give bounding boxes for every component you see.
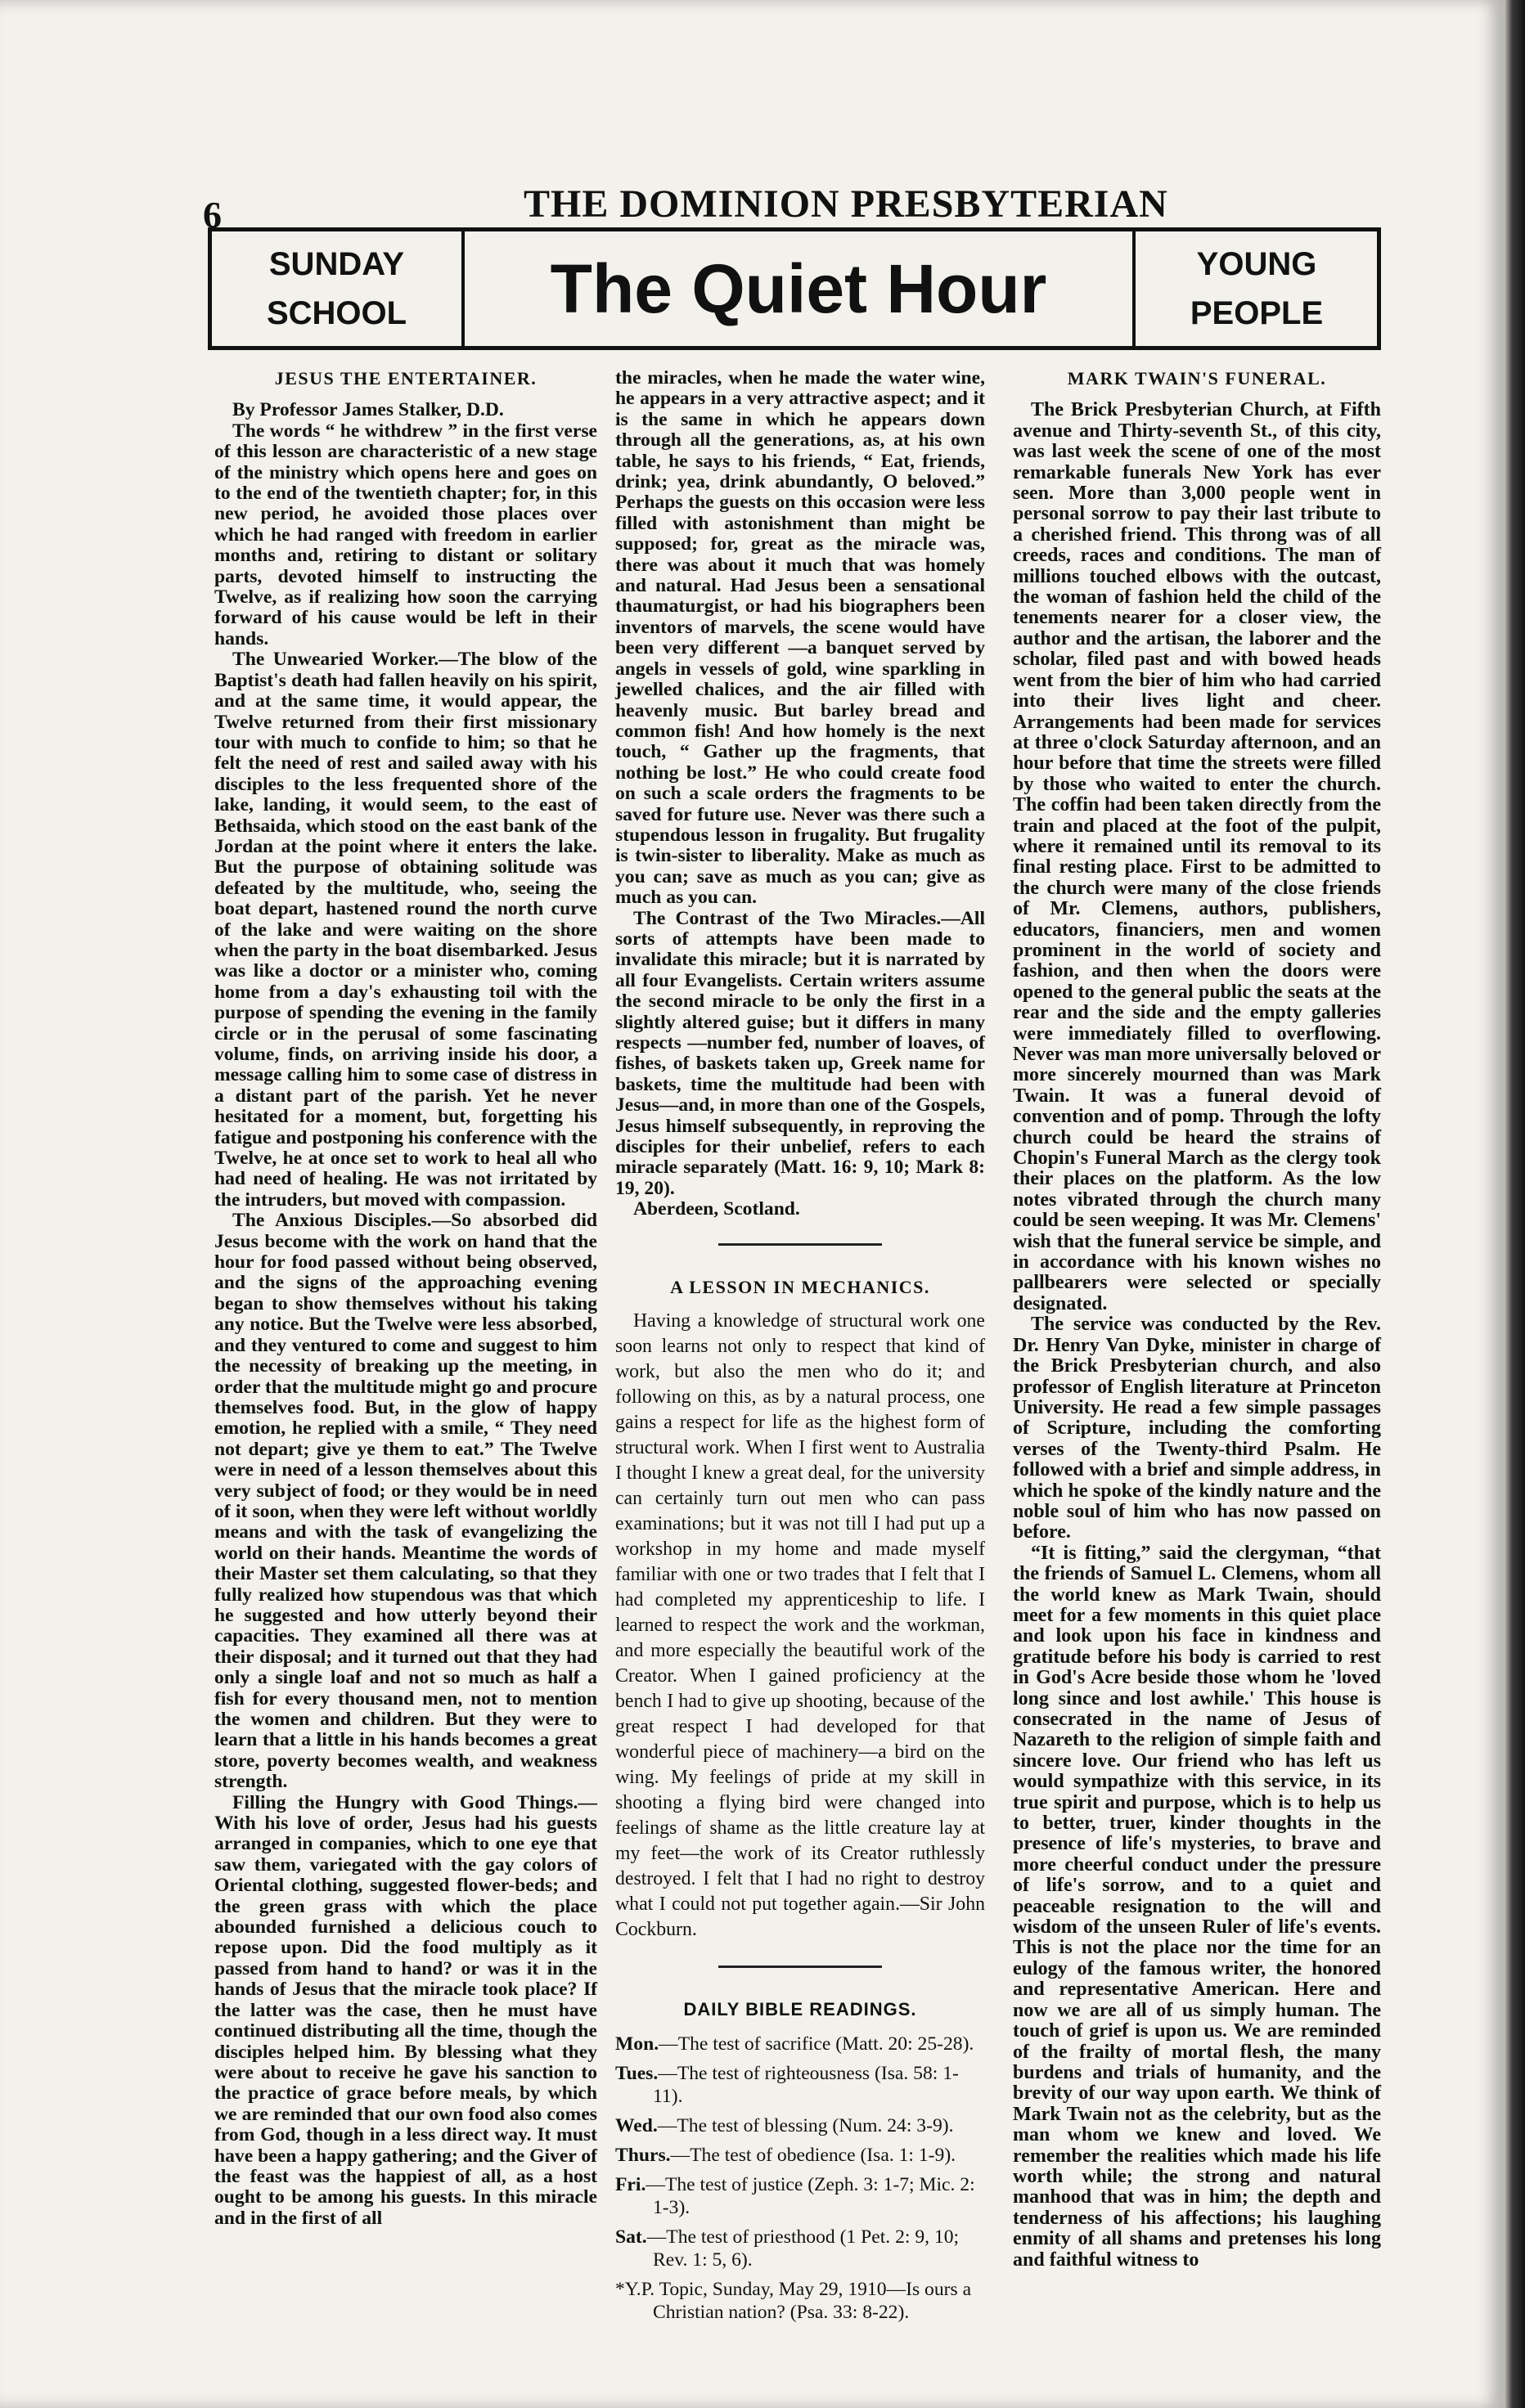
banner-left-line2: SCHOOL	[266, 295, 407, 331]
article-heading: JESUS THE ENTERTAINER.	[274, 368, 538, 389]
banner-right-line2: PEOPLE	[1190, 295, 1324, 331]
reading-text: —The test of sacrifice (Matt. 20: 25-28).	[659, 2033, 974, 2055]
banner-left-label	[212, 231, 461, 346]
article-paragraph: The Unwearied Worker.—The blow of the Baptist's death had fallen heavily on his spirit, and at the same time, it would appear, the Twelve returned from their first missionary tour with much to confide to him; so that he felt the need of rest and sailed away with his disciples to the less frequented shore of the lake, landing, it would seem, to the east of Bethsaida, which stood on the east bank of the Jordan at the point where it enters the lake. But the purpose of obtaining solitude was defeated by the multitude, who, seeing the boat depart, hastened round the north curve of the lake and were waiting on the shore when the party in the boat disembarked. Jesus was like a doctor or a minister who, coming home from a day's exhausting toil with the purpose of spending the evening in the family circle or in the perusal of some fascinating volume, finds, on arriving inside his door, a message calling him to some case of distress in a distant part of the parish. Yet he never hesitated for a moment, but, forgetting his fatigue and postponing his conference with the Twelve, he at once set to work to heal all who had need of healing. He was not irritated by the intruders, but moved with compassion.	[214, 649, 597, 1211]
list-item	[615, 2062, 985, 2108]
column-left	[214, 368, 597, 2229]
article-paragraph: Having a knowledge of structural work one soon learns not only to respect that kind of work, but also the men who do it; and following on this, as by a natural process, one gains a respect for life as the highest form of structural work. When I first went to Australia I thought I knew a great deal, for the university can certainly turn out men who can pass examinations; but it was not till I had put up a workshop in my home and made myself familiar with one or two trades that I felt that I had completed my apprenticeship to life. I learned to respect the work and the workman, and more especially the beautiful work of the Creator. When I gained proficiency at the bench I had to give up shooting, because of the great respect I had developed for that wonderful piece of machinery—a bird on the wing. My feelings of pride at my skill in shooting a flying bird were changed into feelings of shame as the little creature lay at my feet—the work of its Creator ruthlessly destroyed. I felt that I had no right to destroy what I could not put together again.—Sir John Cockburn.	[615, 1310, 985, 1941]
readings-heading: DAILY BIBLE READINGS.	[683, 1999, 917, 2020]
banner-right-label	[1136, 231, 1378, 346]
list-item	[615, 2226, 985, 2271]
article-byline: By Professor James Stalker, D.D.	[232, 399, 504, 421]
article-paragraph: “It is fitting,” said the clergyman, “that the friends of Samuel L. Clemens, whom all the world knew as Mark Twain, should meet for a few moments in this quiet place and look upon his face in kindness and gratitude before his body is carried to rest in God's Acre beside those whom he 'loved long since and lost awhile.' This house is consecrated in the name of Jesus of Nazareth to the religion of simple faith and sincere love. Our friend who has left us would sympathize with this service, in its true spirit and purpose, which is to help us to better, truer, kinder thoughts in the presence of life's mysteries, to brave and more cheerful conduct under the pressure of life's sorrow, and to a quiet and peaceable resignation to the will and wisdom of the unseen Ruler of life's events. This is not the place nor the time for an eulogy of the famous writer, the honored and representative American. Here and now we are all of us simply human. The touch of grief is upon us. We are reminded of the frailty of mortal flesh, the many burdens and trials of humanity, and the brevity of our way upon earth. We think of Mark Twain not as the celebrity, but as the man whom we knew and loved. We remember the realities which made his life worth while; the strong and natural manhood that was in him; the depth and tenderness of his affections; his laughing enmity of all shams and pretenses his long and faithful witness to	[1013, 1542, 1381, 2271]
column-middle	[615, 368, 985, 2324]
reading-text: —The test of blessing (Num. 24: 3-9).	[657, 2115, 954, 2137]
section-banner	[208, 227, 1381, 350]
divider-rule	[718, 1243, 882, 1246]
mechanics-article	[615, 1309, 985, 1943]
reading-text: —The test of righteousness (Isa. 58: 1-11).	[653, 2063, 959, 2108]
page-number: 6	[203, 194, 222, 236]
publication-masthead: THE DOMINION PRESBYTERIAN	[524, 182, 1168, 226]
reading-day: Thurs.	[615, 2145, 671, 2167]
reading-day: Fri.	[615, 2174, 646, 2196]
reading-text: —The test of justice (Zeph. 3: 1-7; Mic. 2: 1-3).	[646, 2174, 975, 2219]
article-paragraph: Filling the Hungry with Good Things.—With his love of order, Jesus had his guests arranged in companies, which to one eye that saw them, variegated with the gay colors of Oriental clothing, suggested flower-beds; and the green grass with which the place abounded furnished a delicious couch to repose upon. Did the food multiply as it passed from hand to hand? or was it in the hands of Jesus that the miracle took place? If the latter was the case, then he must have continued distributing all the time, though the disciples helped him. By blessing what they were about to receive he gave his sanction to the practice of grace before meals, by which we are reminded that our own food also comes from God, though in a less direct way. It must have been a happy gathering; and the Giver of the feast was the happiest of all, as a host ought to be among his guests. In this miracle and in the first of all	[214, 1791, 597, 2229]
column-right	[1013, 368, 1381, 2271]
reading-day: Mon.	[615, 2033, 659, 2055]
reading-day: Tues.	[615, 2063, 659, 2085]
list-item	[615, 2114, 985, 2137]
reading-text: —The test of obedience (Isa. 1: 1-9).	[670, 2145, 956, 2167]
article-paragraph: The words “ he withdrew ” in the first verse of this lesson are characteristic of a new stage of the ministry which opens here and goes on to the end of the twentieth chapter; for, in this new period, he avoided those places over which he had ranged with freedom in earlier months and, retiring to distant or solitary parts, devoted himself to instructing the Twelve, as if realizing how soon the carrying forward of his cause would be left in their hands.	[214, 420, 597, 649]
yp-topic: *Y.P. Topic, Sunday, May 29, 1910—Is ours a Christian nation? (Psa. 33: 8-22).	[615, 2279, 972, 2324]
reading-text: —The test of priesthood (1 Pet. 2: 9, 10; Rev. 1: 5, 6).	[646, 2226, 960, 2271]
article-paragraph: The Anxious Disciples.—So absorbed did Jesus become with the work on hand that the hour for food passed without being observed, and the signs of the approaching evening began to show themselves without his taking any notice. But the Twelve were less absorbed, and they ventured to come and suggest to him the necessity of breaking up the meeting, in order that the multitude might go and procure themselves food. But, in the glow of happy emotion, he replied with a smile, “ They need not depart; give ye them to eat.” The Twelve were in need of a lesson themselves about this very subject of food; or they would be in need of it soon, when they were left without worldly means and with the task of evangelizing the world on their hands. Meantime the words of their Master set them calculating, so that they fully realized how stupendous was that which he suggested and how utterly beyond their capacities. They examined all there was at their disposal; and it turned out that they had only a single loaf and not so much as half a fish for every thousand men, not to mention the women and children. But they were to learn that a little in his hands becomes a great store, poverty becomes wealth, and weakness strength.	[214, 1210, 597, 1793]
scan-page-edge	[1504, 0, 1525, 2408]
list-item	[615, 2033, 985, 2055]
article-paragraph-continued: the miracles, when he made the water wine, he appears in a very attractive aspect; and it is the same in which he appears down through all the generations, as, at his own table, he says to his friends, “ Eat, friends, drink; yea, drink abundantly, O beloved.” Perhaps the guests on this occasion were less filled with astonishment than might be supposed; for, great as the miracle was, there was about it much that was homely and natural. Had Jesus been a sensational thaumaturgist, or had his biographers been inventors of marvels, the scene would have been very different —a banquet served by angels in vessels of gold, wine sparkling in jewelled chalices, and the air filled with heavenly music. But barley bread and common fish! And how homely is the next touch, “ Gather up the fragments, that nothing be lost.” He who could create food on such a scale orders the fragments to be saved for future use. Never was there such a stupendous lesson in frugality. But frugality is twin-sister to liberality. Make as much as you can; save as much as you can; give as much as you can.	[615, 367, 985, 909]
banner-right-line1: YOUNG	[1196, 246, 1317, 282]
article-heading: MARK TWAIN'S FUNERAL.	[1067, 368, 1327, 389]
list-item	[615, 2173, 985, 2219]
reading-day: Sat.	[615, 2226, 647, 2249]
banner-left-line1: SUNDAY	[268, 246, 405, 282]
banner-title: The Quiet Hour	[550, 249, 1047, 327]
readings-list	[615, 2033, 985, 2271]
list-item	[615, 2144, 985, 2167]
article-sign-off: Aberdeen, Scotland.	[633, 1198, 800, 1220]
article-paragraph: The Brick Presbyterian Church, at Fifth avenue and Thirty-seventh St., of this city, was last week the scene of one of the most remarkable funerals New York has ever seen. More than 3,000 people went in personal sorrow to pay their last tribute to a cherished friend. This throng was of all creeds, races and conditions. The man of millions touched elbows with the outcast, the woman of fashion held the child of the tenements nearer for a closer view, the author and the artisan, the laborer and the scholar, filed past and with bowed heads went from the bier of him who had carried into their lives light and cheer. Arrangements had been made for services at three o'clock Saturday afternoon, and an hour before that time the streets were filled by those who waited to enter the church. The coffin had been taken directly from the train and placed at the foot of the pulpit, where it remained until its removal to its final resting place. First to be admitted to the church were many of the close friends of Mr. Clemens, authors, publishers, educators, financiers, men and women prominent in the world of society and fashion, and then when the doors were opened to the general public the seats at the rear and the side and the empty galleries were immediately filled to overflowing. Never was man more universally beloved or more sincerely mourned than was Mark Twain. It was a funeral devoid of convention and of pomp. Through the lofty church could be heard the strains of Chopin's Funeral March as the clergy took their places on the platform. As the low notes vibrated through the church many could be seen weeping. It was Mr. Clemens' wish that the funeral service be simple, and in accordance with his known wishes no pallbearers were selected or specially designated.	[1013, 399, 1381, 1314]
article-heading: A LESSON IN MECHANICS.	[670, 1276, 930, 1297]
article-paragraph: The Contrast of the Two Miracles.—All sorts of attempts have been made to invalidate this miracle; but it is narrated by all four Evangelists. Certain writers assume the second miracle to be only the first in a slightly altered guise; but it differs in many respects —number fed, number of loaves, of fishes, of baskets taken up, Greek name for baskets, time the multitude had been with Jesus—and, in more than one of the Gospels, Jesus himself subsequently, in reproving the disciples for their unbelief, refers to each miracle separately (Matt. 16: 9, 10; Mark 8: 19, 20).	[615, 907, 985, 1199]
article-paragraph: The service was conducted by the Rev. Dr. Henry Van Dyke, minister in charge of the Brick Presbyterian church, and also professor of English literature at Princeton University. He read a few simple passages of Scripture, including the comforting verses of the Twenty-third Psalm. He followed with a brief and simple address, in which he spoke of the kindly nature and the noble soul of him who has now passed on before.	[1013, 1314, 1381, 1543]
reading-day: Wed.	[615, 2115, 658, 2137]
divider-rule	[718, 1965, 882, 1968]
